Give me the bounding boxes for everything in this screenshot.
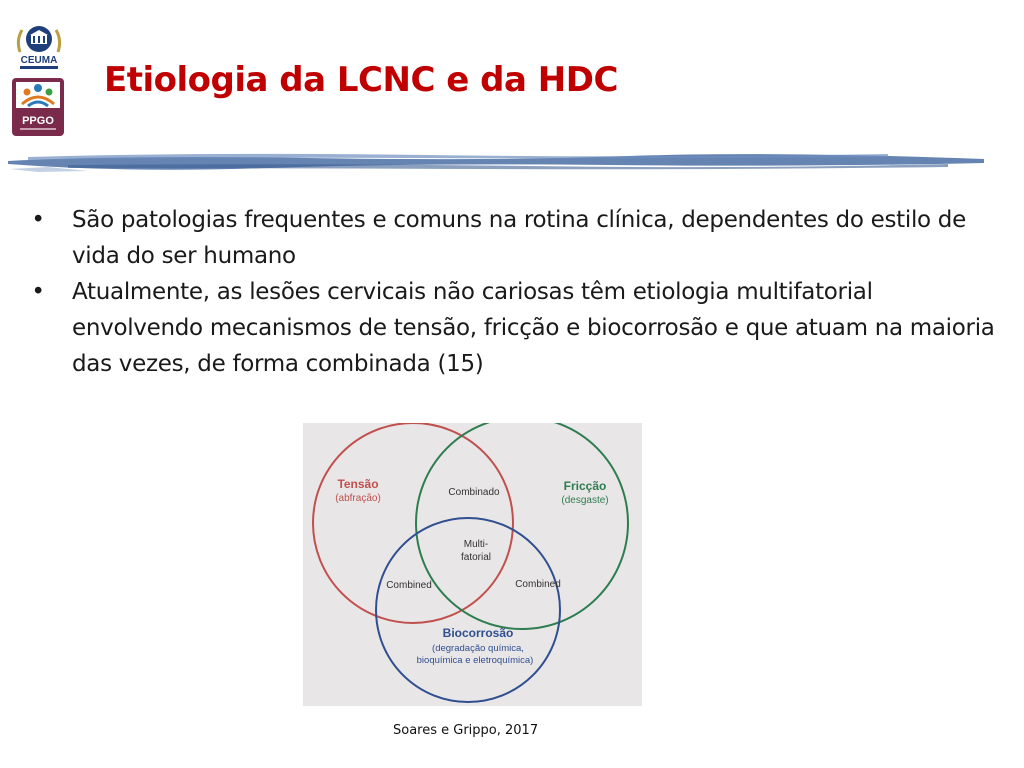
bullet-marker: • — [31, 279, 45, 305]
bullet-text: São patologias frequentes e comuns na rotina clínica, dependentes do estilo de vida do ser humano — [72, 207, 966, 269]
venn-diagram — [303, 423, 642, 706]
overlap-right-label: Combined — [515, 579, 561, 590]
center-label-line2: fatorial — [460, 552, 492, 563]
biocorrosion-title: Biocorrosão — [442, 626, 514, 640]
tension-subtitle: (abfração) — [335, 493, 381, 504]
tension-title: Tensão — [337, 477, 379, 491]
bullet-marker: • — [31, 207, 45, 233]
overlap-left-label: Combined — [386, 580, 432, 591]
bullet-item — [28, 202, 1003, 274]
ceuma-logo-text: CEUMA — [20, 55, 58, 66]
figure-caption: Soares e Grippo, 2017 — [393, 723, 539, 738]
brush-divider — [8, 147, 984, 175]
ppgo-logo-text: PPGO — [22, 115, 54, 127]
ppgo-logo — [10, 76, 66, 138]
center-label-line1: Multi- — [463, 539, 489, 550]
bullet-item — [28, 274, 1003, 382]
friction-title: Fricção — [563, 479, 607, 493]
bullet-list — [28, 202, 1003, 382]
overlap-top-label: Combinado — [448, 487, 500, 498]
biocorrosion-subtitle-line2: bioquímica e eletroquímica) — [416, 655, 534, 666]
friction-subtitle: (desgaste) — [561, 495, 609, 506]
biocorrosion-subtitle-line1: (degradação química, — [432, 643, 524, 654]
bullet-text: Atualmente, as lesões cervicais não cariosas têm etiologia multifatorial envolvendo mecanismos de tensão, fricção e biocorrosão e que atuam na maioria das vezes, de forma combinada (15) — [72, 279, 995, 377]
ceuma-logo — [12, 22, 66, 72]
slide-title: Etiologia da LCNC e da HDC — [104, 60, 618, 100]
